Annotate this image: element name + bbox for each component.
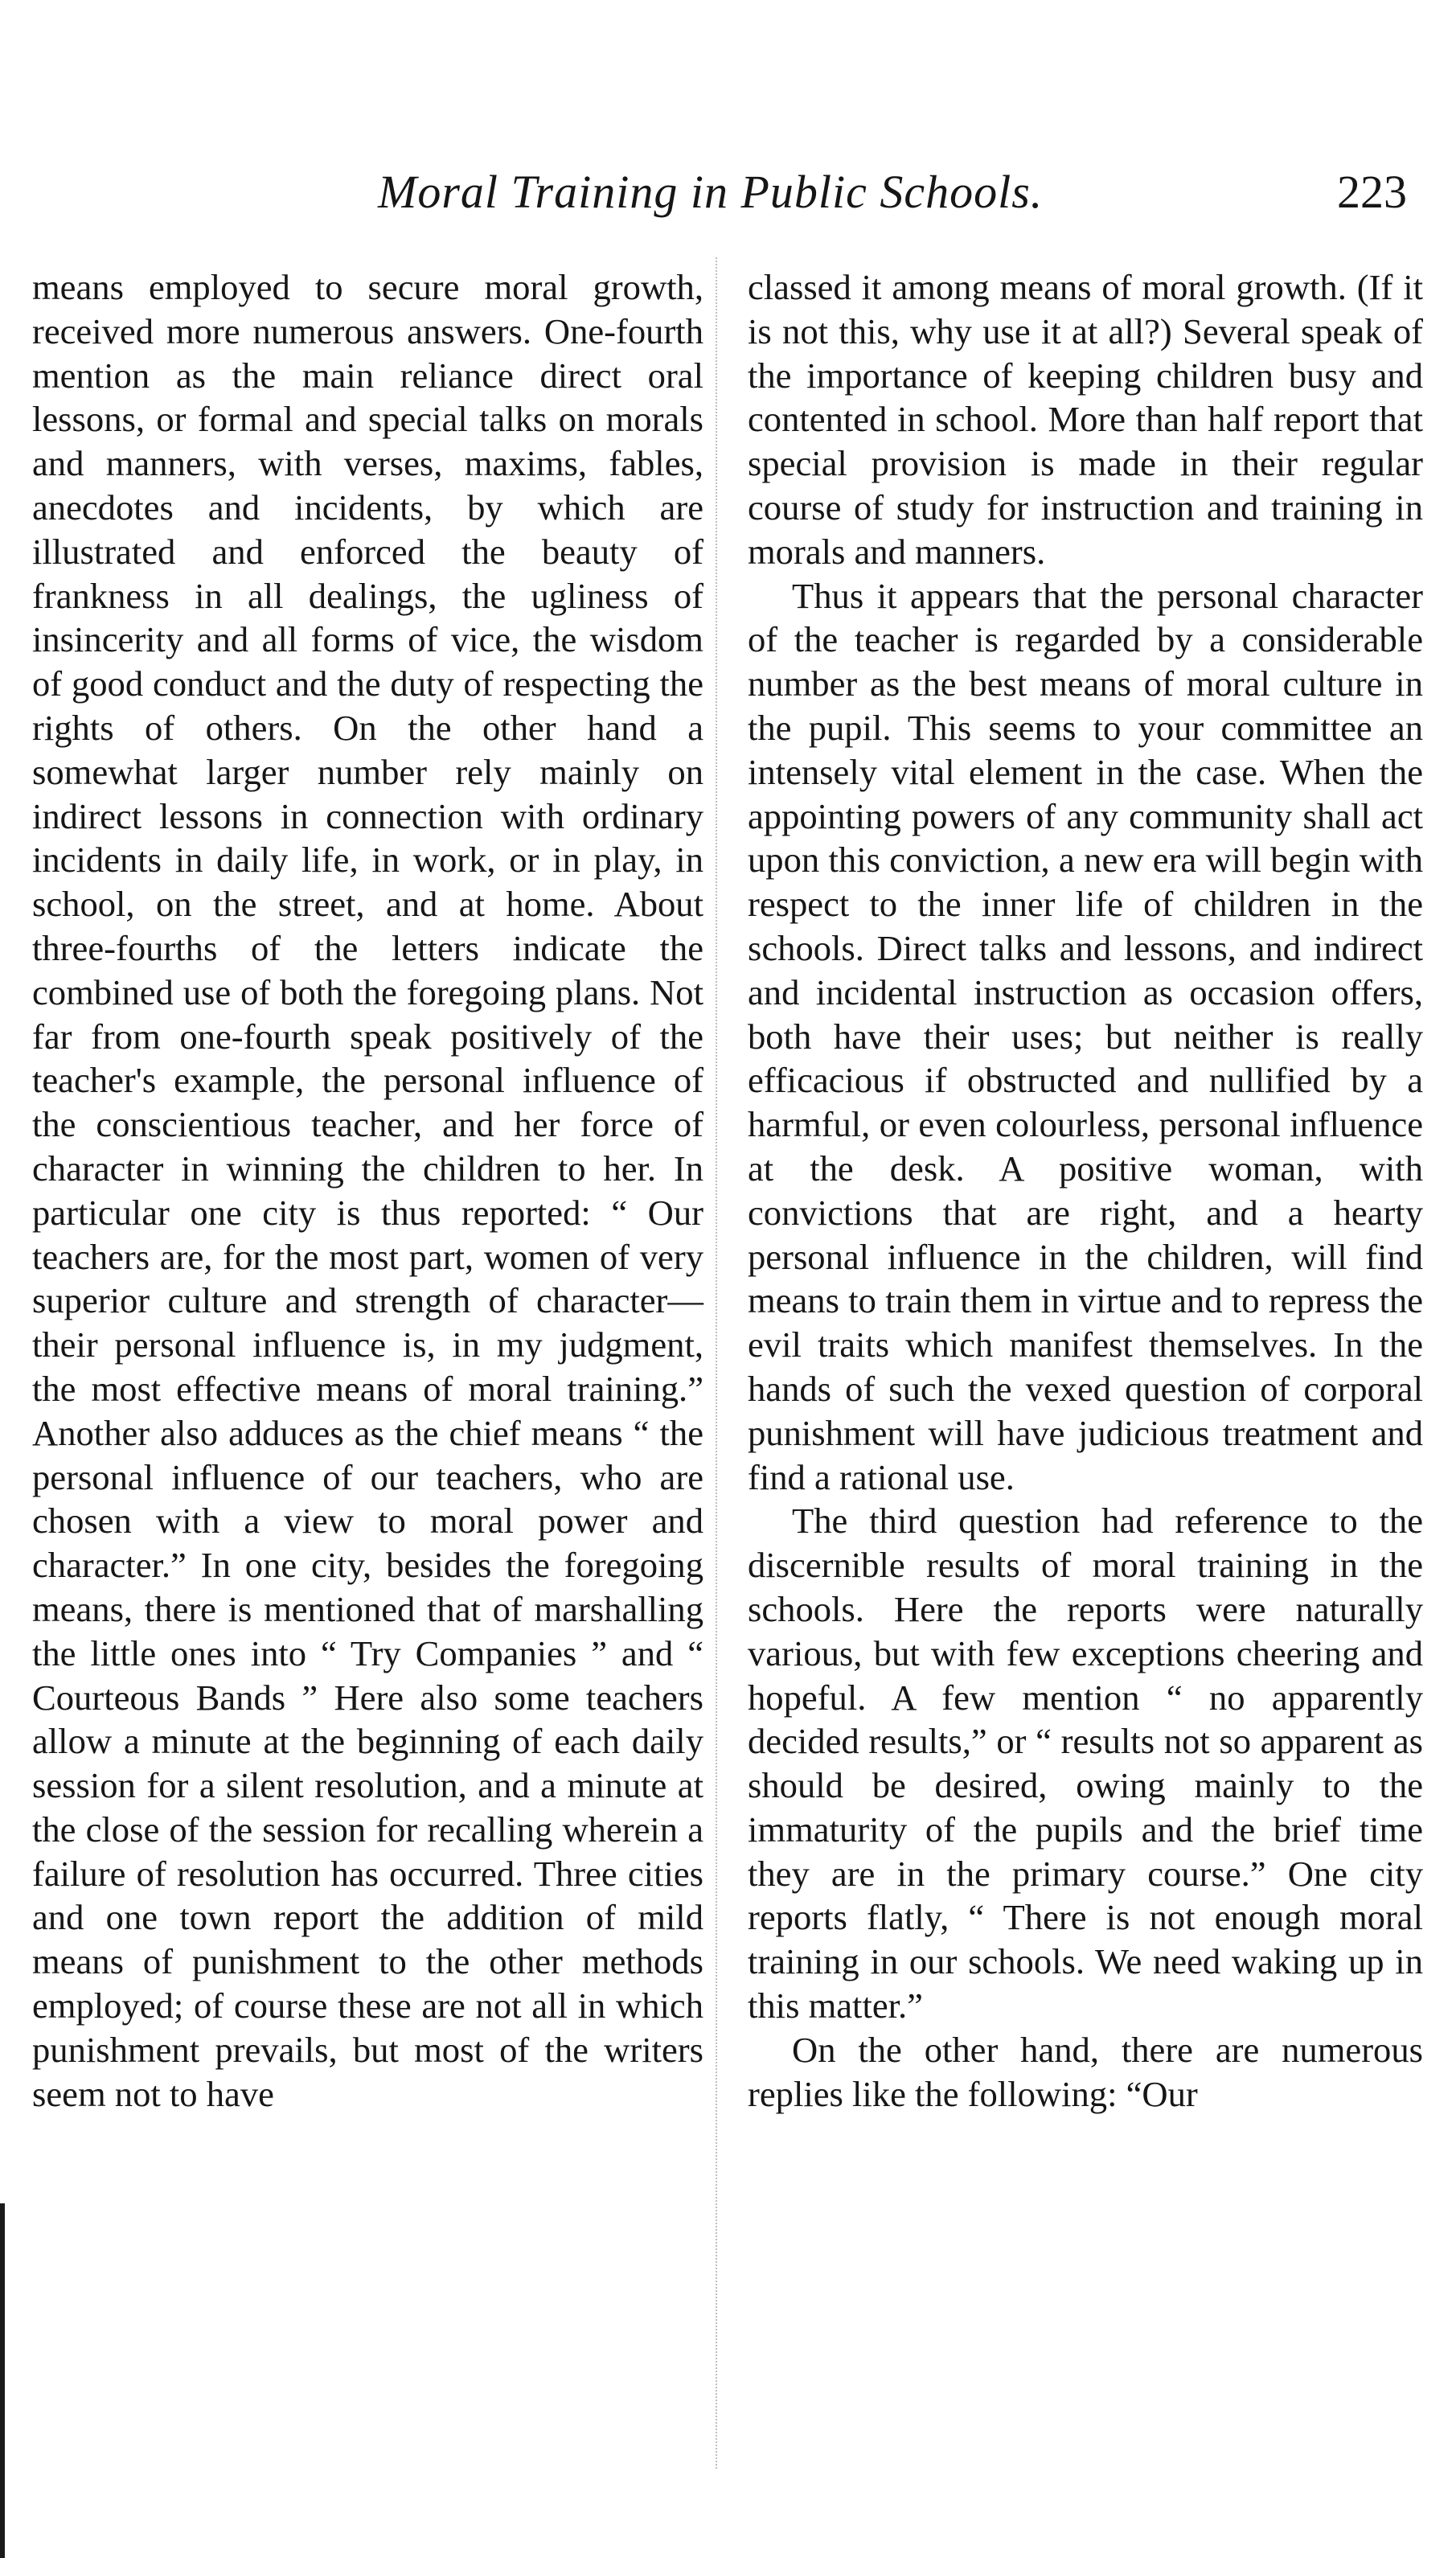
paragraph: classed it among means of moral growth. (If it is not this, why use it at all?) Several speak of the importance of keeping children busy and contented in school. More than half report that special provision is made in their regular course of study for instruction and training in morals and manners. (748, 267, 1423, 572)
scan-edge-mark (0, 2203, 5, 2558)
page-header (378, 165, 1407, 237)
paragraph: On the other hand, there are numerous replies like the following: “Our (748, 2029, 1423, 2114)
left-column (32, 265, 703, 2116)
running-head: Moral Training in Public Schools. (378, 166, 1044, 218)
paragraph: Thus it appears that the personal character of the teacher is regarded by a considerable number as the best means of moral culture in the pupil. This seems to your committee an intensely vital element in the case. When the appointing powers of any community shall act upon this conviction, a new era will begin with respect to the inner life of children in the schools. Direct talks and lessons, and indirect and incidental instruction as occasion offers, both have their uses; but neither is really efficacious if obstructed and nullified by a harmful, or even colourless, personal influence at the desk. A positive woman, with convictions that are right, and a hearty personal influence in the children, will find means to train them in virtue and to repress the evil traits which manifest themselves. In the hands of such the vexed question of corporal punishment will have judicious treatment and find a rational use. (748, 575, 1423, 1497)
page-number: 223 (1337, 166, 1407, 218)
right-column (748, 265, 1423, 2116)
paragraph: The third question had reference to the discernible results of moral training in the schools. Here the reports were naturally various, but with few exceptions cheering and hopeful. A few mention “ no apparently decided results,” or “ results not so apparent as should be desired, owing mainly to the immaturity of the pupils and the brief time they are in the primary course.” One city reports flatly, “ There is not enough moral training in our schools. We need waking up in this matter.” (748, 1501, 1423, 2026)
column-gutter-rule (716, 257, 717, 2469)
paragraph: means employed to secure moral growth, received more numerous answers. One-fourth mention as the main reliance direct oral lessons, or formal and special talks on morals and manners, with verses, maxims, fables, anecdotes and incidents, by which are illustrated and enforced the beauty of frankness in all dealings, the ugliness of insincerity and all forms of vice, the wisdom of good conduct and the duty of respecting the rights of others. On the other hand a somewhat larger number rely mainly on indirect lessons in connection with ordinary incidents in daily life, in work, or in play, in school, on the street, and at home. About three-fourths of the letters indicate the combined use of both the foregoing plans. Not far from one-fourth speak positively of the teacher's example, the personal influence of the conscientious teacher, and her force of character in winning the children to her. In particular one city is thus reported: “ Our teachers are, for the most part, women of very superior culture and strength of character—their personal influence is, in my judgment, the most effective means of moral training.” Another also adduces as the chief means “ the personal influence of our teachers, who are chosen with a view to moral power and character.” In one city, besides the foregoing means, there is mentioned that of marshalling the little ones into “ Try Companies ” and “ Courteous Bands ” Here also some teachers allow a minute at the beginning of each daily session for a silent resolution, and a minute at the close of the session for recalling wherein a failure of resolution has occurred. Three cities and one town report the addition of mild means of punishment to the other methods employed; of course these are not all in which punishment prevails, but most of the writers seem not to have (32, 267, 703, 2114)
